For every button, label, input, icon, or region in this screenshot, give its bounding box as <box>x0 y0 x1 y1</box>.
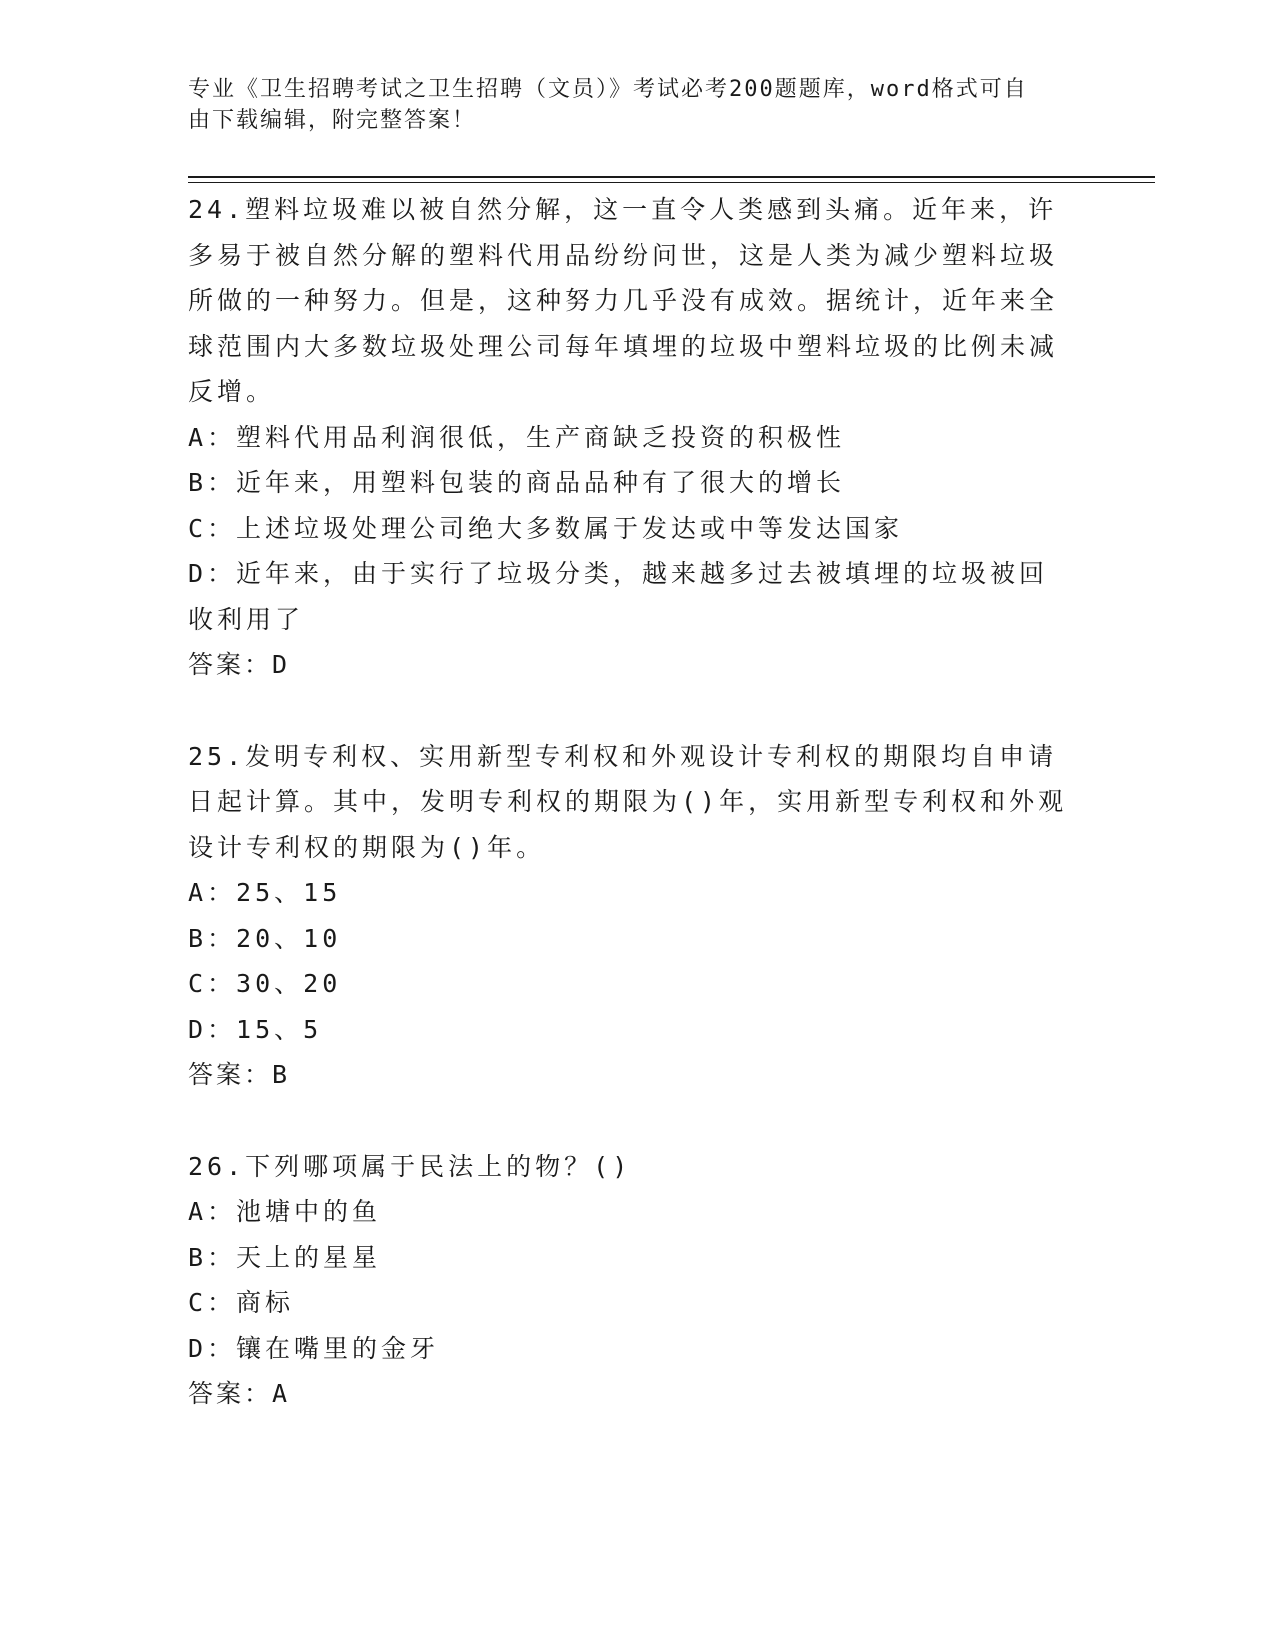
option-b: B：天上的星星 <box>188 1242 382 1272</box>
document-header <box>188 74 1068 136</box>
option-d: D：镶在嘴里的金牙 <box>188 1333 440 1363</box>
question-24 <box>188 187 1068 688</box>
option-d: D：15、5 <box>188 1014 323 1044</box>
option-a: A：塑料代用品利润很低，生产商缺乏投资的积极性 <box>188 422 846 452</box>
header-line-2: 由下载编辑，附完整答案！ <box>188 108 477 133</box>
answer-line: 答案：B <box>188 1060 291 1089</box>
question-stem: 25.发明专利权、实用新型专利权和外观设计专利权的期限均自申请日起计算。其中，发明专利权的期限为()年，实用新型专利权和外观设计专利权的期限为()年。 <box>188 741 1068 862</box>
header-divider-thick <box>188 176 1155 178</box>
option-a: A：25、15 <box>188 878 342 907</box>
question-stem: 24.塑料垃圾难以被自然分解，这一直令人类感到头痛。近年来，许多易于被自然分解的塑料代用品纷纷问世，这是人类为减少塑料垃圾所做的一种努力。但是，这种努力几乎没有成效。据统计，近年来全球范围内大多数垃圾处理公司每年填埋的垃圾中塑料垃圾的比例未减反增。 <box>188 195 1059 406</box>
answer-line: 答案：A <box>188 1379 291 1408</box>
option-d: D：近年来，由于实行了垃圾分类，越来越多过去被填埋的垃圾被回收利用了 <box>188 559 1049 634</box>
option-c: C：商标 <box>188 1288 295 1317</box>
header-line-1: 专业《卫生招聘考试之卫生招聘（文员）》考试必考200题题库，word格式可自 <box>188 77 1028 102</box>
question-25 <box>188 734 1068 1098</box>
option-b: B：近年来，用塑料包装的商品品种有了很大的增长 <box>188 468 846 497</box>
question-list <box>188 187 1068 1417</box>
question-stem: 26.下列哪项属于民法上的物？() <box>188 1151 632 1181</box>
question-26 <box>188 1144 1068 1417</box>
question-spacer <box>188 688 1068 734</box>
option-c: C：上述垃圾处理公司绝大多数属于发达或中等发达国家 <box>188 513 904 543</box>
question-spacer <box>188 1098 1068 1144</box>
option-b: B：20、10 <box>188 923 342 953</box>
answer-line: 答案：D <box>188 650 291 679</box>
option-c: C：30、20 <box>188 969 342 998</box>
header-divider-thin <box>188 182 1155 183</box>
option-a: A：池塘中的鱼 <box>188 1197 382 1226</box>
